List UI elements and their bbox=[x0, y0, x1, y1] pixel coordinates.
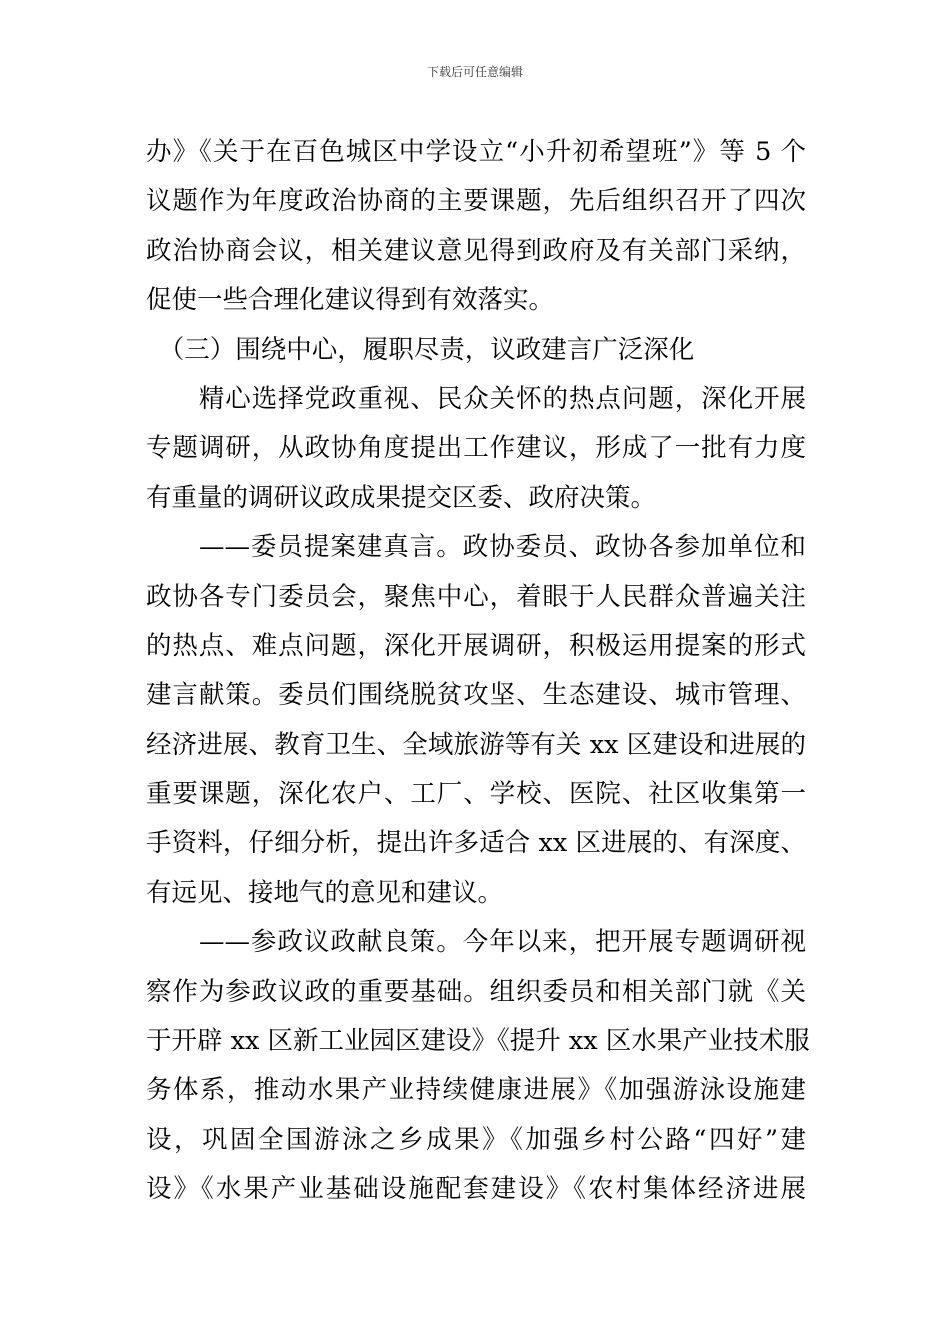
text-line: 政治协商会议，相关建议意见得到政府及有关部门采纳， bbox=[146, 235, 806, 266]
text-line: 精心选择党政重视、民众关怀的热点问题，深化开展 bbox=[146, 383, 806, 414]
text-line: 经济进展、教育卫生、全域旅游等有关 xx 区建设和进展的 bbox=[146, 729, 806, 760]
text-line: 察作为参政议政的重要基础。组织委员和相关部门就《关 bbox=[146, 976, 806, 1007]
text-line: ——委员提案建真言。政协委员、政协各参加单位和 bbox=[146, 532, 806, 563]
text-line: 建言献策。委员们围绕脱贫攻坚、生态建设、城市管理、 bbox=[146, 680, 806, 711]
text-line: 办》《关于在百色城区中学设立“小升初希望班”》等 5 个 bbox=[146, 137, 806, 167]
text-line: 促使一些合理化建议得到有效落实。 bbox=[146, 285, 555, 316]
text-line: 有重量的调研议政成果提交区委、政府决策。 bbox=[146, 482, 657, 513]
text-line: 有远见、接地气的意见和建议。 bbox=[146, 877, 504, 908]
page-header: 下载后可任意编辑 bbox=[426, 65, 523, 79]
text-line: 议题作为年度政治协商的主要课题，先后组织召开了四次 bbox=[146, 186, 806, 217]
text-line: 设》《水果产业基础设施配套建设》《农村集体经济进展 bbox=[146, 1174, 806, 1205]
text-line: 手资料，仔细分析，提出许多适合 xx 区进展的、有深度、 bbox=[146, 828, 806, 859]
text-line: 重要课题，深化农户、工厂、学校、医院、社区收集第一 bbox=[146, 779, 806, 810]
text-line: （三）围绕中心，履职尽责，议政建言广泛深化 bbox=[146, 334, 695, 365]
text-line: ——参政议政献良策。今年以来，把开展专题调研视 bbox=[146, 927, 806, 958]
text-line: 设，巩固全国游泳之乡成果》《加强乡村公路“四好”建 bbox=[146, 1124, 806, 1155]
text-line: 政协各专门委员会，聚焦中心，着眼于人民群众普遍关注 bbox=[146, 581, 806, 612]
text-line: 于开辟 xx 区新工业园区建设》《提升 xx 区水果产业技术服 bbox=[146, 1026, 810, 1057]
text-line: 专题调研，从政协角度提出工作建议，形成了一批有力度 bbox=[146, 433, 806, 464]
document-body bbox=[146, 128, 810, 1215]
text-line: 务体系，推动水果产业持续健康进展》《加强游泳设施建 bbox=[146, 1075, 806, 1106]
text-line: 的热点、难点问题，深化开展调研，积极运用提案的形式 bbox=[146, 630, 806, 661]
